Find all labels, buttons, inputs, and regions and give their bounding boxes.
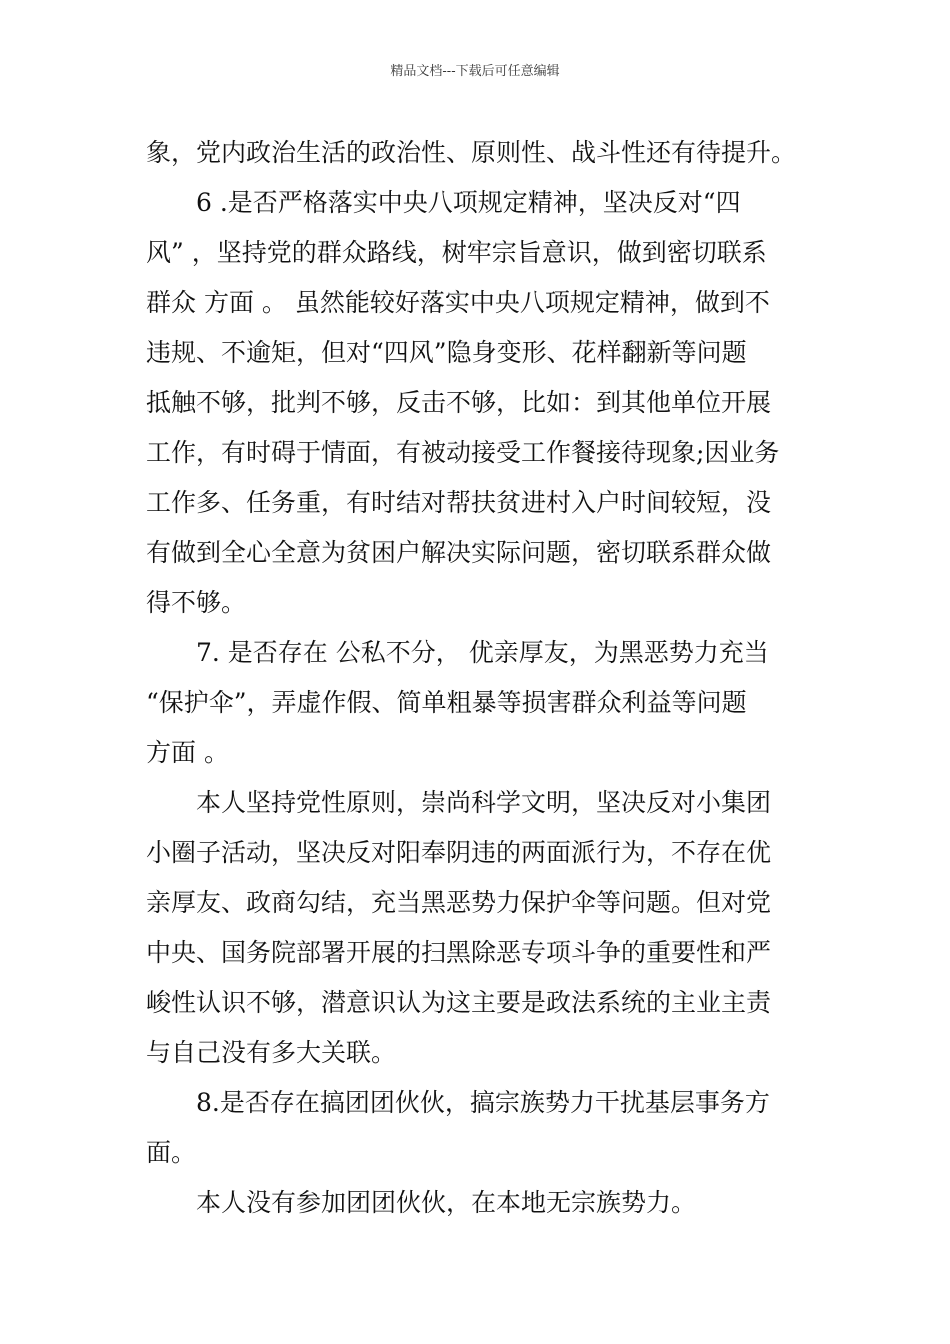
text-line: 本人坚持党性原则，崇尚科学文明，坚决反对小集团 bbox=[146, 788, 772, 817]
text-line: 工作，有时碍于情面，有被动接受工作餐接待现象;因业务 bbox=[146, 438, 780, 467]
text-line: 亲厚友、政商勾结，充当黑恶势力保护伞等问题。但对党 bbox=[146, 888, 772, 917]
text-line: 7. 是否存在 公私不分， 优亲厚友，为黑恶势力充当 bbox=[146, 638, 769, 667]
text-line: 峻性认识不够，潜意识认为这主要是政法系统的主业主责 bbox=[146, 988, 772, 1017]
text-line: 本人没有参加团团伙伙，在本地无宗族势力。 bbox=[146, 1188, 697, 1217]
text-line: 与自己没有多大关联。 bbox=[146, 1038, 397, 1067]
text-line: 群众 方面 。 虽然能较好落实中央八项规定精神，做到不 bbox=[146, 288, 770, 317]
text-line: “保护伞”，弄虚作假、简单粗暴等损害群众利益等问题 bbox=[146, 688, 747, 717]
text-line: 风” ，坚持党的群众路线，树牢宗旨意识，做到密切联系 bbox=[146, 238, 767, 267]
text-line: 得不够。 bbox=[146, 588, 247, 617]
text-line: 中央、国务院部署开展的扫黑除恶专项斗争的重要性和严 bbox=[146, 938, 772, 967]
text-line: 8.是否存在搞团团伙伙，搞宗族势力干扰基层事务方 bbox=[146, 1088, 770, 1117]
text-line: 面。 bbox=[146, 1138, 197, 1167]
text-line: 6 .是否严格落实中央八项规定精神，坚决反对“四 bbox=[146, 188, 741, 217]
text-line: 小圈子活动，坚决反对阳奉阴违的两面派行为，不存在优 bbox=[146, 838, 772, 867]
text-line: 象，党内政治生活的政治性、原则性、战斗性还有待提升。 bbox=[146, 138, 797, 167]
text-line: 方面 。 bbox=[146, 738, 229, 767]
text-line: 工作多、任务重，有时结对帮扶贫进村入户时间较短，没 bbox=[146, 488, 772, 517]
page-header: 精品文档---下载后可任意编辑 bbox=[390, 64, 560, 79]
text-line: 违规、不逾矩，但对“四风”隐身变形、花样翻新等问题 bbox=[146, 338, 747, 367]
document-body bbox=[146, 128, 808, 1228]
text-line: 有做到全心全意为贫困户解决实际问题，密切联系群众做 bbox=[146, 538, 772, 567]
text-line: 抵触不够，批判不够，反击不够，比如：到其他单位开展 bbox=[146, 388, 772, 417]
